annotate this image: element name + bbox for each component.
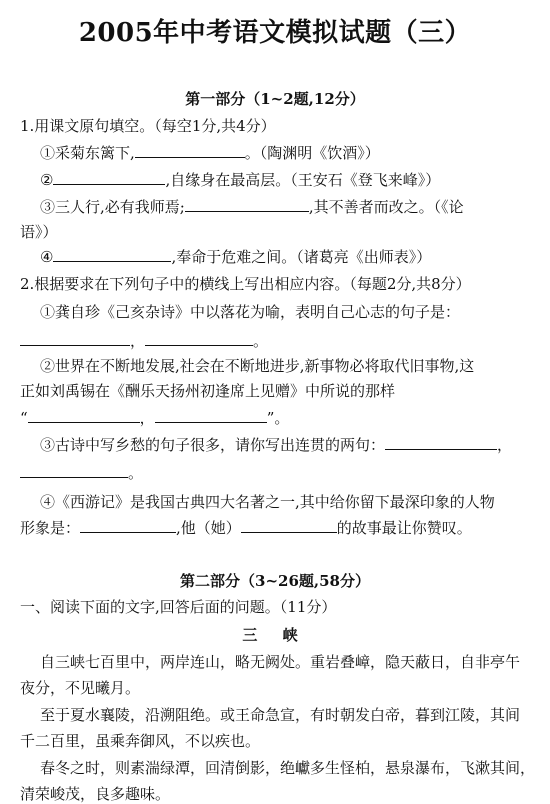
q1-line2-num: ②: [40, 171, 54, 189]
answer-blank[interactable]: [155, 408, 267, 423]
exam-title: 2005年中考语文模拟试题（三）: [78, 18, 472, 48]
passage-para2: 至于夏水襄陵，沿溯阻绝。或王命急宣，有时朝发白帝，暮到江陵，其间: [40, 706, 521, 724]
q2-sub4-cont: [20, 518, 472, 538]
punct-comma: ，: [139, 409, 155, 427]
passage-para2-cont: 千二百里，虽乘奔御风，不以疾也。: [20, 732, 261, 750]
q1-stem: 1.用课文原句填空。（每空1分,共4分）: [20, 117, 276, 135]
q2-sub4-text: 形象是：: [20, 519, 81, 537]
q1-line1: [40, 143, 380, 163]
q2-sub2-answers: [20, 408, 289, 428]
answer-blank[interactable]: [385, 435, 497, 450]
q1-line3-cont: 语》）: [20, 223, 58, 241]
answer-blank[interactable]: [80, 518, 176, 533]
q1-line3: [40, 197, 464, 217]
answer-blank[interactable]: [241, 518, 337, 533]
q2-stem: 2.根据要求在下列句子中的横线上写出相应内容。（每题2分,共8分）: [20, 275, 471, 293]
answer-blank[interactable]: [53, 170, 165, 185]
q1-line1-text: ①采菊东篱下,: [40, 144, 135, 162]
q2-sub3-text: ③古诗中写乡愁的句子很多，请你写出连贯的两句：: [40, 436, 386, 454]
answer-blank[interactable]: [185, 197, 309, 212]
close-quote: ”。: [266, 409, 290, 427]
punct-period: 。: [253, 332, 269, 350]
q1-line4: [40, 247, 431, 267]
passage-para1: 自三峡七百里中，两岸连山，略无阙处。重岩叠嶂，隐天蔽日，自非亭午: [40, 653, 521, 671]
q1-line4-num: ④: [40, 248, 54, 266]
q2-sub1-answers: [20, 331, 268, 351]
q2-sub4-mid: ,他（她）: [176, 519, 241, 537]
q1-line2: [40, 170, 440, 190]
q2-sub3-cont: [20, 463, 143, 483]
passage-para3: 春冬之时，则素湍绿潭，回清倒影，绝巘多生怪柏，悬泉瀑布，飞漱其间，: [40, 759, 536, 777]
q2-sub2: ②世界在不断地发展,社会在不断地进步,新事物必将取代旧事物,这: [40, 357, 475, 375]
q1-line3-text: ③三人行,必有我师焉;: [40, 198, 185, 216]
q2-sub4: ④《西游记》是我国古典四大名著之一,其中给你留下最深印象的人物: [40, 493, 495, 511]
q1-line4-text: ,奉命于危难之间。（诸葛亮《出师表》）: [171, 248, 432, 266]
passage-title: 三 峡: [242, 626, 308, 644]
passage-para3-cont: 清荣峻茂，良多趣味。: [20, 785, 171, 803]
passage-para1-cont: 夜分，不见曦月。: [20, 679, 141, 697]
q2-sub2-cont: 正如刘禹锡在《酬乐天扬州初逢席上见赠》中所说的那样: [20, 382, 396, 400]
answer-blank[interactable]: [135, 143, 245, 158]
q1-line3-source: ,其不善者而改之。（《论: [308, 198, 464, 216]
q1-line2-text: ,自缘身在最高层。（王安石《登飞来峰》）: [165, 171, 441, 189]
part1-heading: 第一部分（1~2题,12分）: [185, 90, 365, 108]
open-quote: “: [20, 409, 28, 427]
answer-blank[interactable]: [28, 408, 140, 423]
q2-sub1: ①龚自珍《己亥杂诗》中以落花为喻，表明自己心志的句子是：: [40, 303, 461, 321]
answer-blank[interactable]: [20, 331, 130, 346]
part2-heading: 第二部分（3~26题,58分）: [180, 572, 370, 590]
part2-intro: 一、阅读下面的文字,回答后面的问题。（11分）: [20, 598, 337, 616]
answer-blank[interactable]: [145, 331, 253, 346]
q2-sub3: [40, 435, 512, 455]
q2-sub4-end: 的故事最让你赞叹。: [336, 519, 472, 537]
answer-blank[interactable]: [20, 463, 128, 478]
q1-line1-source: 。（陶渊明《饮酒》）: [244, 144, 380, 162]
punct-comma: ，: [130, 332, 146, 350]
punct-comma: ，: [497, 436, 513, 454]
answer-blank[interactable]: [53, 247, 171, 262]
punct-period: 。: [128, 464, 144, 482]
